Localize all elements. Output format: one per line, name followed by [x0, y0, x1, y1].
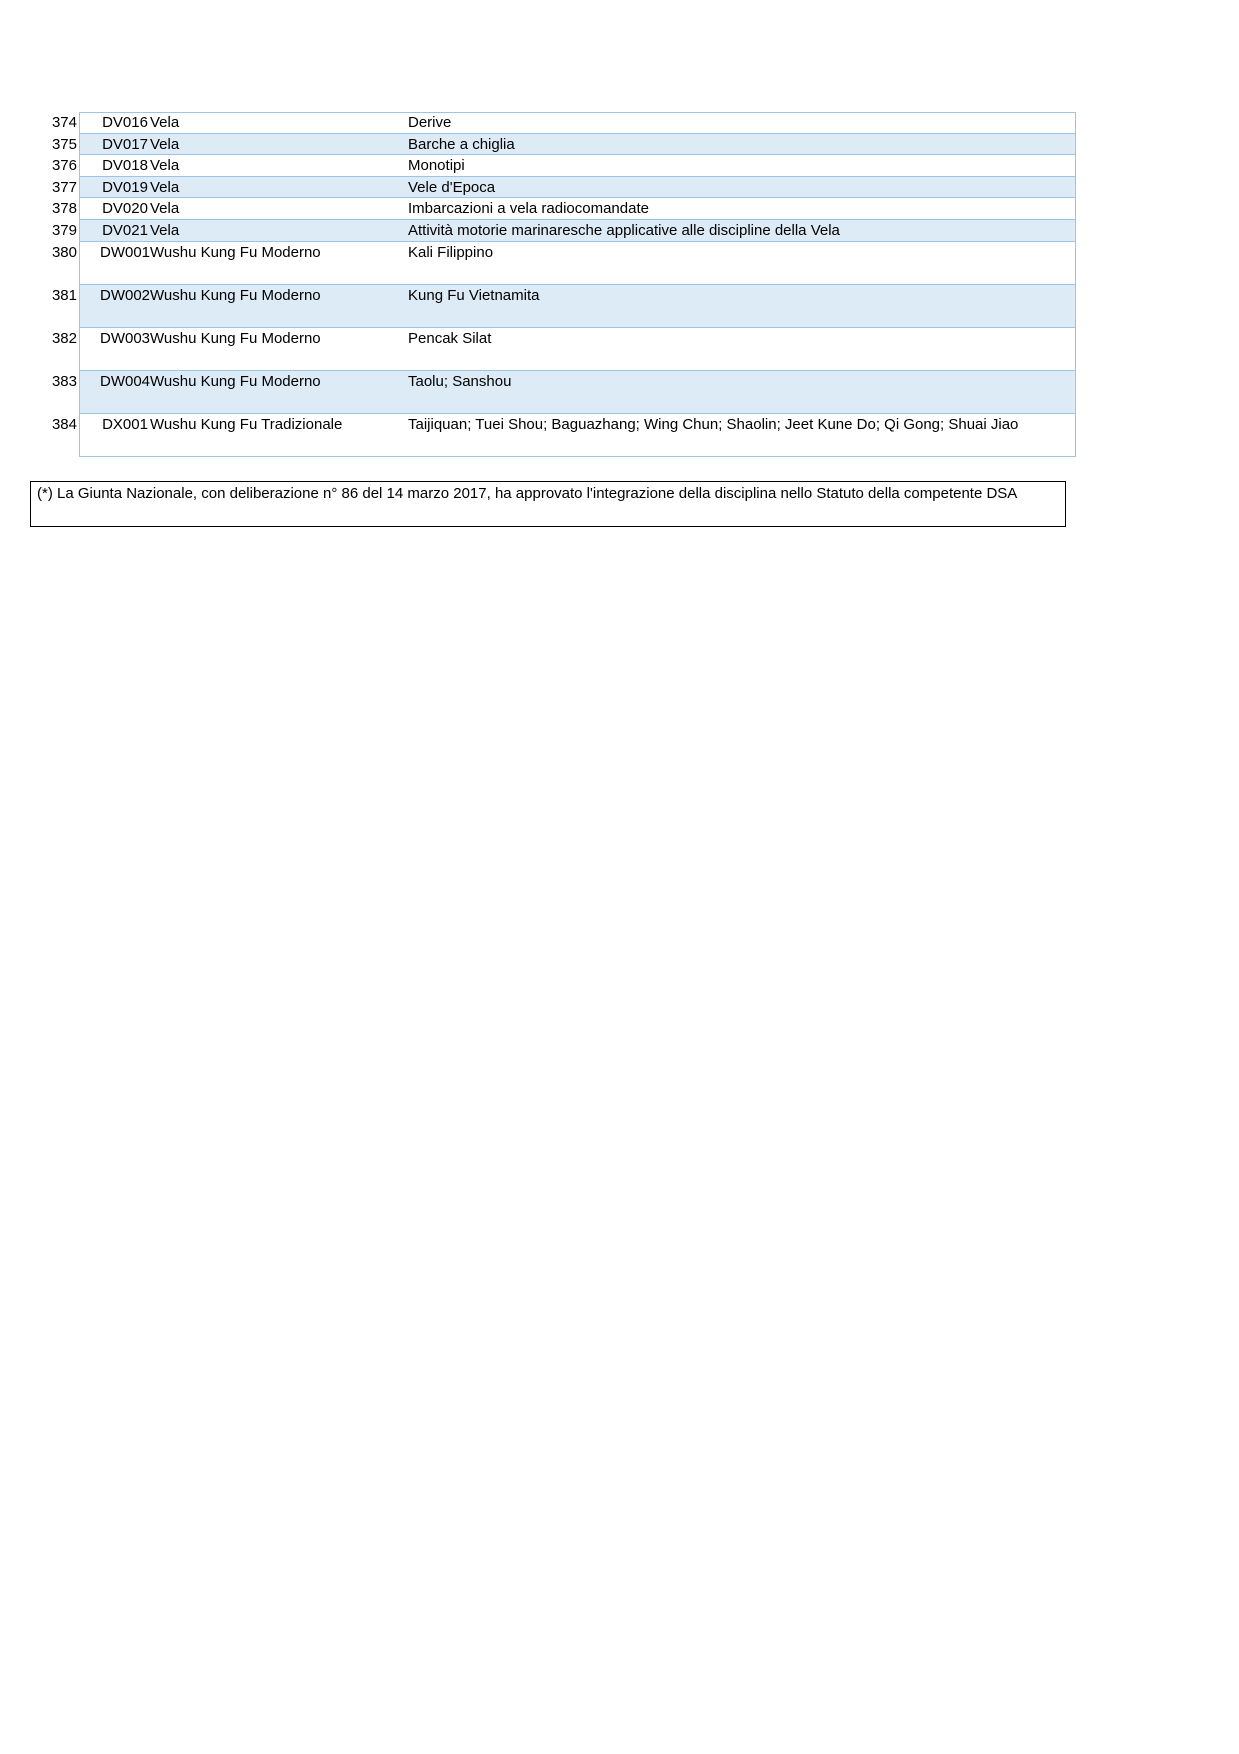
- row-band: [79, 155, 1076, 177]
- row-number: 382: [51, 329, 77, 347]
- row-number: 378: [51, 200, 77, 218]
- discipline-name: Vele d'Epoca: [408, 178, 496, 196]
- table-row: [40, 112, 1076, 134]
- table-row: [40, 177, 1076, 199]
- row-band: [79, 177, 1076, 199]
- row-number: 380: [51, 243, 77, 261]
- discipline-code: DV019: [102, 178, 148, 196]
- sport-name: Vela: [150, 178, 180, 196]
- table-row: [40, 371, 1076, 414]
- discipline-code: DV021: [102, 221, 148, 239]
- row-number: 376: [51, 157, 77, 175]
- discipline-name: Barche a chiglia: [408, 135, 515, 153]
- sport-name: Vela: [150, 200, 180, 218]
- row-number: 383: [51, 372, 77, 390]
- discipline-name: Taolu; Sanshou: [408, 372, 512, 390]
- discipline-name: Kali Filippino: [408, 243, 494, 261]
- row-band: [79, 134, 1076, 156]
- discipline-code: DV017: [102, 135, 148, 153]
- discipline-name: Taijiquan; Tuei Shou; Baguazhang; Wing Chun; Shaolin; Jeet Kune Do; Qi Gong; Shuai Jiao: [408, 415, 1019, 433]
- discipline-name: Derive: [408, 114, 452, 131]
- sport-name: Wushu Kung Fu Moderno: [150, 286, 321, 304]
- row-number: 377: [51, 178, 77, 196]
- sport-name: Wushu Kung Fu Moderno: [150, 372, 321, 390]
- discipline-name: Monotipi: [408, 157, 465, 175]
- discipline-code: DX001: [102, 415, 148, 433]
- discipline-table: [40, 112, 1076, 457]
- row-number: 384: [51, 415, 77, 433]
- row-number: 375: [51, 135, 77, 153]
- table-row: [40, 198, 1076, 220]
- table-row: [40, 414, 1076, 457]
- discipline-code: DW004: [99, 372, 151, 390]
- sport-name: Wushu Kung Fu Moderno: [150, 329, 321, 347]
- table-row: [40, 134, 1076, 156]
- sport-name: Vela: [150, 114, 180, 131]
- discipline-code: DV016: [102, 114, 148, 131]
- discipline-code: DV018: [102, 157, 148, 175]
- table-row: [40, 328, 1076, 371]
- discipline-code: DW003: [99, 329, 151, 347]
- discipline-code: DV020: [102, 200, 148, 218]
- footnote-box: [30, 481, 1066, 527]
- discipline-name: Imbarcazioni a vela radiocomandate: [408, 200, 649, 218]
- discipline-code: DW002: [99, 286, 151, 304]
- sport-name: Vela: [150, 135, 180, 153]
- row-number: 381: [51, 286, 77, 304]
- discipline-name: Kung Fu Vietnamita: [408, 286, 540, 304]
- sport-name: Wushu Kung Fu Tradizionale: [150, 415, 343, 433]
- table-row: [40, 242, 1076, 285]
- discipline-name: Attività motorie marinaresche applicative alle discipline della Vela: [408, 221, 840, 239]
- row-number: 379: [51, 221, 77, 239]
- sport-name: Vela: [150, 157, 180, 175]
- row-number: 374: [51, 114, 77, 131]
- table-row: [40, 220, 1076, 242]
- row-band: [79, 112, 1076, 134]
- sport-name: Vela: [150, 221, 180, 239]
- footnote-text: (*) La Giunta Nazionale, con deliberazione n° 86 del 14 marzo 2017, ha approvato l'integrazione della disciplina nello Statuto della competente DSA: [37, 485, 1018, 502]
- table-row: [40, 155, 1076, 177]
- sport-name: Wushu Kung Fu Moderno: [150, 243, 321, 261]
- table-row: [40, 285, 1076, 328]
- discipline-code: DW001: [99, 243, 151, 261]
- discipline-name: Pencak Silat: [408, 329, 492, 347]
